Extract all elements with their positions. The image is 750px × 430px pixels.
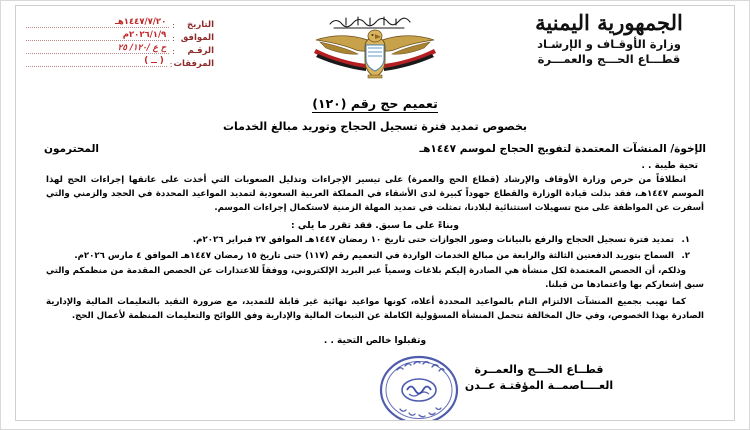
closing-salutation: وتقبلوا خالص التحية . . [323,335,427,346]
meta-separator: : [169,60,173,69]
document-body [46,161,704,416]
decision-item-list [50,234,690,264]
addressee-respect: المحترمون [44,143,100,155]
closing-paragraph-2: كما نهيب بجميع المنشآت الالتزام التام بالمواعيد المحددة أعلاه، كونها مواعيد نهائية غير قابلة للتمديد، مع ضرورة التقيد بالتعليمات المالية والإدارية الصادرة بهذا الخصوص، وفي حال المخالفة تتحمل المنشأة المسؤولية الكاملة عن التبعات المالية والإدارية وفق اللوائح والتعليمات المنظمة لأعمال الحج. [46,297,704,322]
body-paragraph-1: انطلاقاً من حرص وزارة الأوقاف والإرشاد (قطاع الحج والعمرة) على تيسير الإجراءات وتذليل الصعوبات التي أخذت على عاتقها إجراءات الحج لهذا الموسم ١٤٤٧هـ، فقد بذلت قيادة الوزارة والقطاع جهوداً كبيرة لدى الأشقاء في المملكة العربية السعودية لتمديد المواعيد المحددة في الحجد والزمني والتي أسفرت عن المواظفة على منح تسهيلات استثنائية لبلادنا، تمثلت في تمديد المهلة الزمنية لاستكمال إجراءات الموسم. [46,175,704,213]
republic-name: الجمهورية اليمنية [535,10,683,35]
header-metadata-block [24,18,214,70]
meta-dots [26,43,169,54]
meta-separator: : [172,34,175,43]
signature-line-1: قطــاع الحـــج والعمــرة [474,362,604,376]
meta-separator: : [172,47,175,56]
page-title-text: تعميم حج رقم (١٢٠) [312,96,438,111]
list-item-text: السماح بتوريد الدفعتين الثالثة والرابعة من مبالغ الخدمات الواردة في التعميم رقم (١١٧) حتى تاريخ ١٥ رمضان ١٤٤٧هـ الموافق ٤ مارس ٢٠٢٦م. [74,250,674,261]
meta-dots [26,56,167,67]
signature-line-2: العــــاصمــة المؤقتـة عــدن [464,379,614,393]
addressee-to: الإخوة/ المنشآت المعتمدة لتفويج الحجاج لموسم ١٤٤٧هـ [419,143,706,155]
list-item [50,234,690,248]
signature-block [46,360,704,416]
list-item-number: ١. [681,234,690,245]
list-item-number: ٢. [681,250,690,261]
page-title [16,96,734,111]
document-header [16,6,734,84]
meta-separator: : [172,21,175,30]
document-sheet [15,5,735,421]
signature-lines [434,362,644,395]
meta-row-attachments [24,57,214,69]
meta-row-date [24,18,214,30]
yemen-eagle-emblem-icon [295,8,455,82]
addressee-line [44,143,706,155]
meta-value-corresponding: ٢٠٢٦/١/٩م [122,30,167,40]
meta-dots [26,30,169,41]
page-subtitle: بخصوص تمديد فترة تسجيل الحجاج وتوريد مبالغ الخدمات [222,120,528,133]
ministry-title-block [494,12,724,66]
list-item [50,250,690,264]
salutation: تحية طيبة . . [641,161,698,171]
meta-row-corresponding [24,31,214,43]
list-item-text: تمديد فترة تسجيل الحجاج والرفع بالبيانات وصور الجوازات حتى تاريخ ١٠ رمضان ١٤٤٧هـ الموافق ٢٧ فبراير ٢٠٢٦م. [192,234,674,245]
meta-value-attachments: ( ــ ) [144,56,164,66]
meta-row-number [24,44,214,56]
meta-label-attachments: المرفقات [173,59,214,69]
ministry-name: وزارة الأوقـاف و الإرشـاد [537,37,681,52]
meta-label-corresponding: الموافق [180,33,214,43]
meta-value-number: ح ع /١٢٠/ ٢٥ [117,43,167,53]
decision-lead: وبناءً على ما سبق. فقد تقرر ما يلي : [291,219,459,231]
meta-label-date: التاريخ [187,20,214,30]
meta-label-number: الرقـم [187,46,214,56]
closing-paragraph-1: وذلكم، أن الحصص المعتمدة لكل منشأة هي الصادرة إليكم بلاغات وسمياً عبر البريد الإلكتروني، ووفقاً للاعتذارات عن الحصص المقدمة من منظمكم والتي سبق إشعاركم بها واعتمادها من قبلنا. [46,266,704,291]
sector-name: قطـــاع الحـــج والعمـــرة [537,52,681,67]
meta-dots [26,17,169,28]
meta-value-date: ١٤٤٧/٧/٢٠هـ [114,17,167,27]
